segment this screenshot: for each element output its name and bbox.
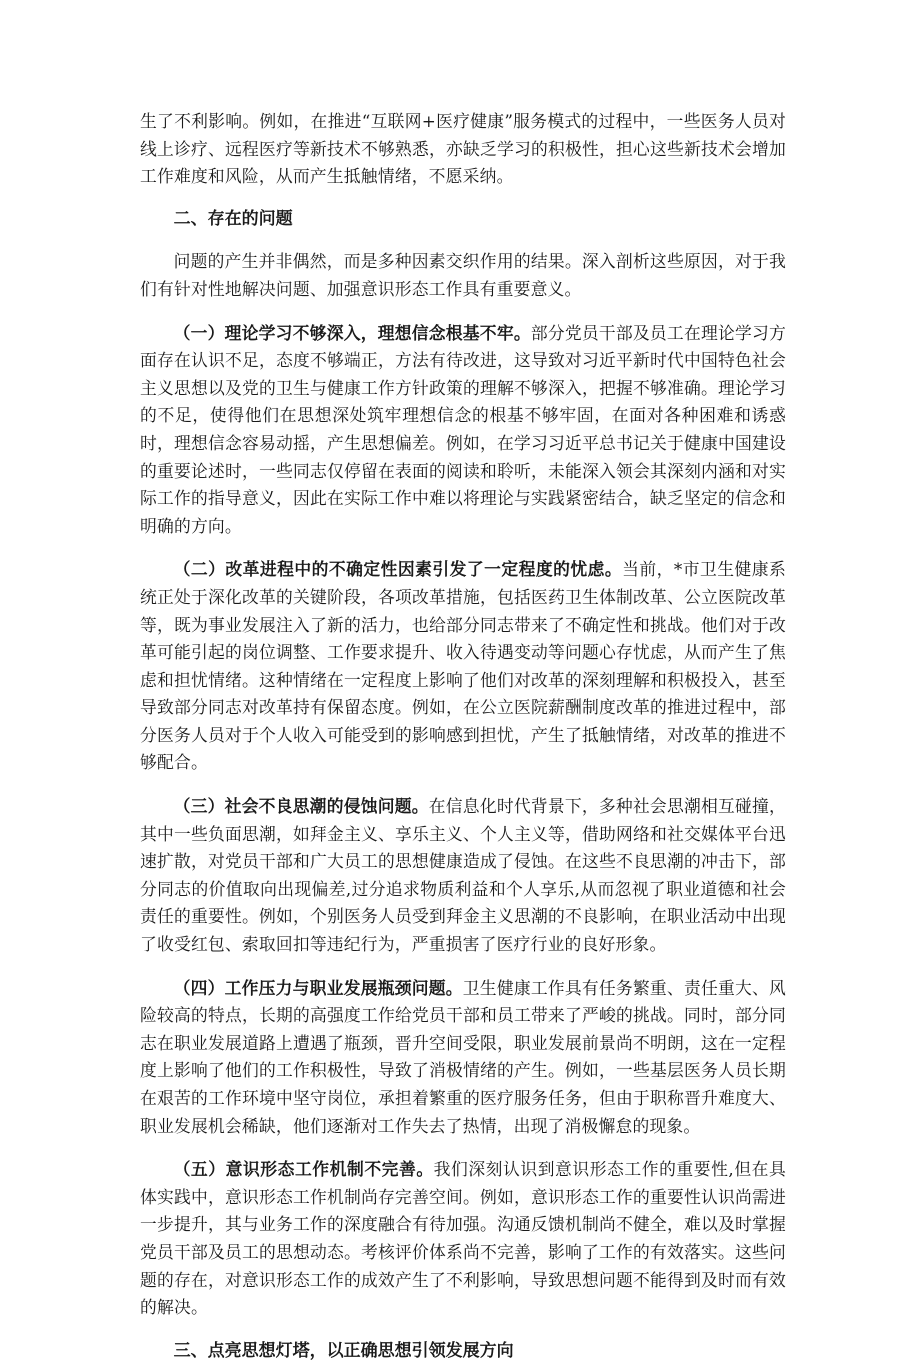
problem-item-4-body: 卫生健康工作具有任务繁重、责任重大、风险较高的特点，长期的高强度工作给党员干部和员工带来了严峻的挑战。同时，部分同志在职业发展道路上遭遇了瓶颈，晋升空间受限，职业发展前景尚不明朗，这在一定程度上影响了他们的工作积极性，导致了消极情绪的产生。例如，一些基层医务人员长期在艰苦的工作环境中坚守岗位，承担着繁重的医疗服务任务，但由于职称晋升难度大、职业发展机会稀缺，他们逐渐对工作失去了热情，出现了消极懈怠的现象。 [140, 977, 786, 1136]
section3-heading: 三、点亮思想灯塔，以正确思想引领发展方向 [173, 1340, 514, 1361]
problem-item-5 [140, 1156, 786, 1322]
section2-intro-paragraph: 问题的产生并非偶然，而是多种因素交织作用的结果。深入剖析这些原因，对于我们有针对性地解决问题、加强意识形态工作具有重要意义。 [140, 251, 786, 299]
document-page [140, 108, 786, 1365]
problem-item-4 [140, 975, 786, 1141]
problem-item-1-lead: （一）理论学习不够深入，理想信念根基不牢。 [173, 322, 531, 343]
section2-heading: 二、存在的问题 [173, 208, 293, 229]
problem-item-2-body: 当前，*市卫生健康系统正处于深化改革的关键阶段，各项改革措施，包括医药卫生体制改革、公立医院改革等，既为事业发展注入了新的活力，也给部分同志带来了不确定性和挑战。他们对于改革可能引起的岗位调整、工作要求提升、收入待遇变动等问题心存忧虑，从而产生了焦虑和担忧情绪。这种情绪在一定程度上影响了他们对改革的深刻理解和积极投入，甚至导致部分同志对改革持有保留态度。例如，在公立医院薪酬制度改革的推进过程中，部分医务人员对于个人收入可能受到的影响感到担忧，产生了抵触情绪，对改革的推进不够配合。 [140, 559, 786, 773]
problem-item-1 [140, 320, 786, 541]
problem-item-5-body: 我们深刻认识到意识形态工作的重要性,但在具体实践中，意识形态工作机制尚存完善空间。例如，意识形态工作的重要性认识尚需进一步提升，其与业务工作的深度融合有待加强。沟通反馈机制尚不健全，难以及时掌握党员干部及员工的思想动态。考核评价体系尚不完善，影响了工作的有效落实。这些问题的存在，对意识形态工作的成效产生了不利影响，导致思想问题不能得到及时而有效的解决。 [140, 1159, 786, 1318]
problem-item-2 [140, 556, 786, 777]
problem-item-3-lead: （三）社会不良思潮的侵蚀问题。 [173, 796, 429, 817]
problem-item-3 [140, 793, 786, 959]
problem-item-3-body: 在信息化时代背景下，多种社会思潮相互碰撞，其中一些负面思潮，如拜金主义、享乐主义、个人主义等，借助网络和社交媒体平台迅速扩散，对党员干部和广大员工的思想健康造成了侵蚀。在这些不良思潮的冲击下，部分同志的价值取向出现偏差,过分追求物质利益和个人享乐,从而忽视了职业道德和社会责任的重要性。例如，个别医务人员受到拜金主义思潮的不良影响，在职业活动中出现了收受红包、索取回扣等违纪行为，严重损害了医疗行业的良好形象。 [140, 796, 786, 955]
problem-item-4-lead: （四）工作压力与职业发展瓶颈问题。 [173, 977, 463, 998]
intro-continuation-paragraph: 生了不利影响。例如，在推进“互联网+医疗健康”服务模式的过程中，一些医务人员对线上诊疗、远程医疗等新技术不够熟悉，亦缺乏学习的积极性，担心这些新技术会增加工作难度和风险，从而产生抵触情绪，不愿采纳。 [140, 111, 786, 187]
problem-item-5-lead: （五）意识形态工作机制不完善。 [173, 1159, 434, 1180]
problem-item-1-body: 部分党员干部及员工在理论学习方面存在认识不足，态度不够端正，方法有待改进，这导致对习近平新时代中国特色社会主义思想以及党的卫生与健康工作方针政策的理解不够深入，把握不够准确。理论学习的不足，使得他们在思想深处筑牢理想信念的根基不够牢固，在面对各种困难和诱惑时，理想信念容易动摇，产生思想偏差。例如，在学习习近平总书记关于健康中国建设的重要论述时，一些同志仅停留在表面的阅读和聆听，未能深入领会其深刻内涵和对实际工作的指导意义，因此在实际工作中难以将理论与实践紧密结合，缺乏坚定的信念和明确的方向。 [140, 322, 786, 536]
problem-item-2-lead: （二）改革进程中的不确定性因素引发了一定程度的忧虑。 [173, 559, 623, 580]
